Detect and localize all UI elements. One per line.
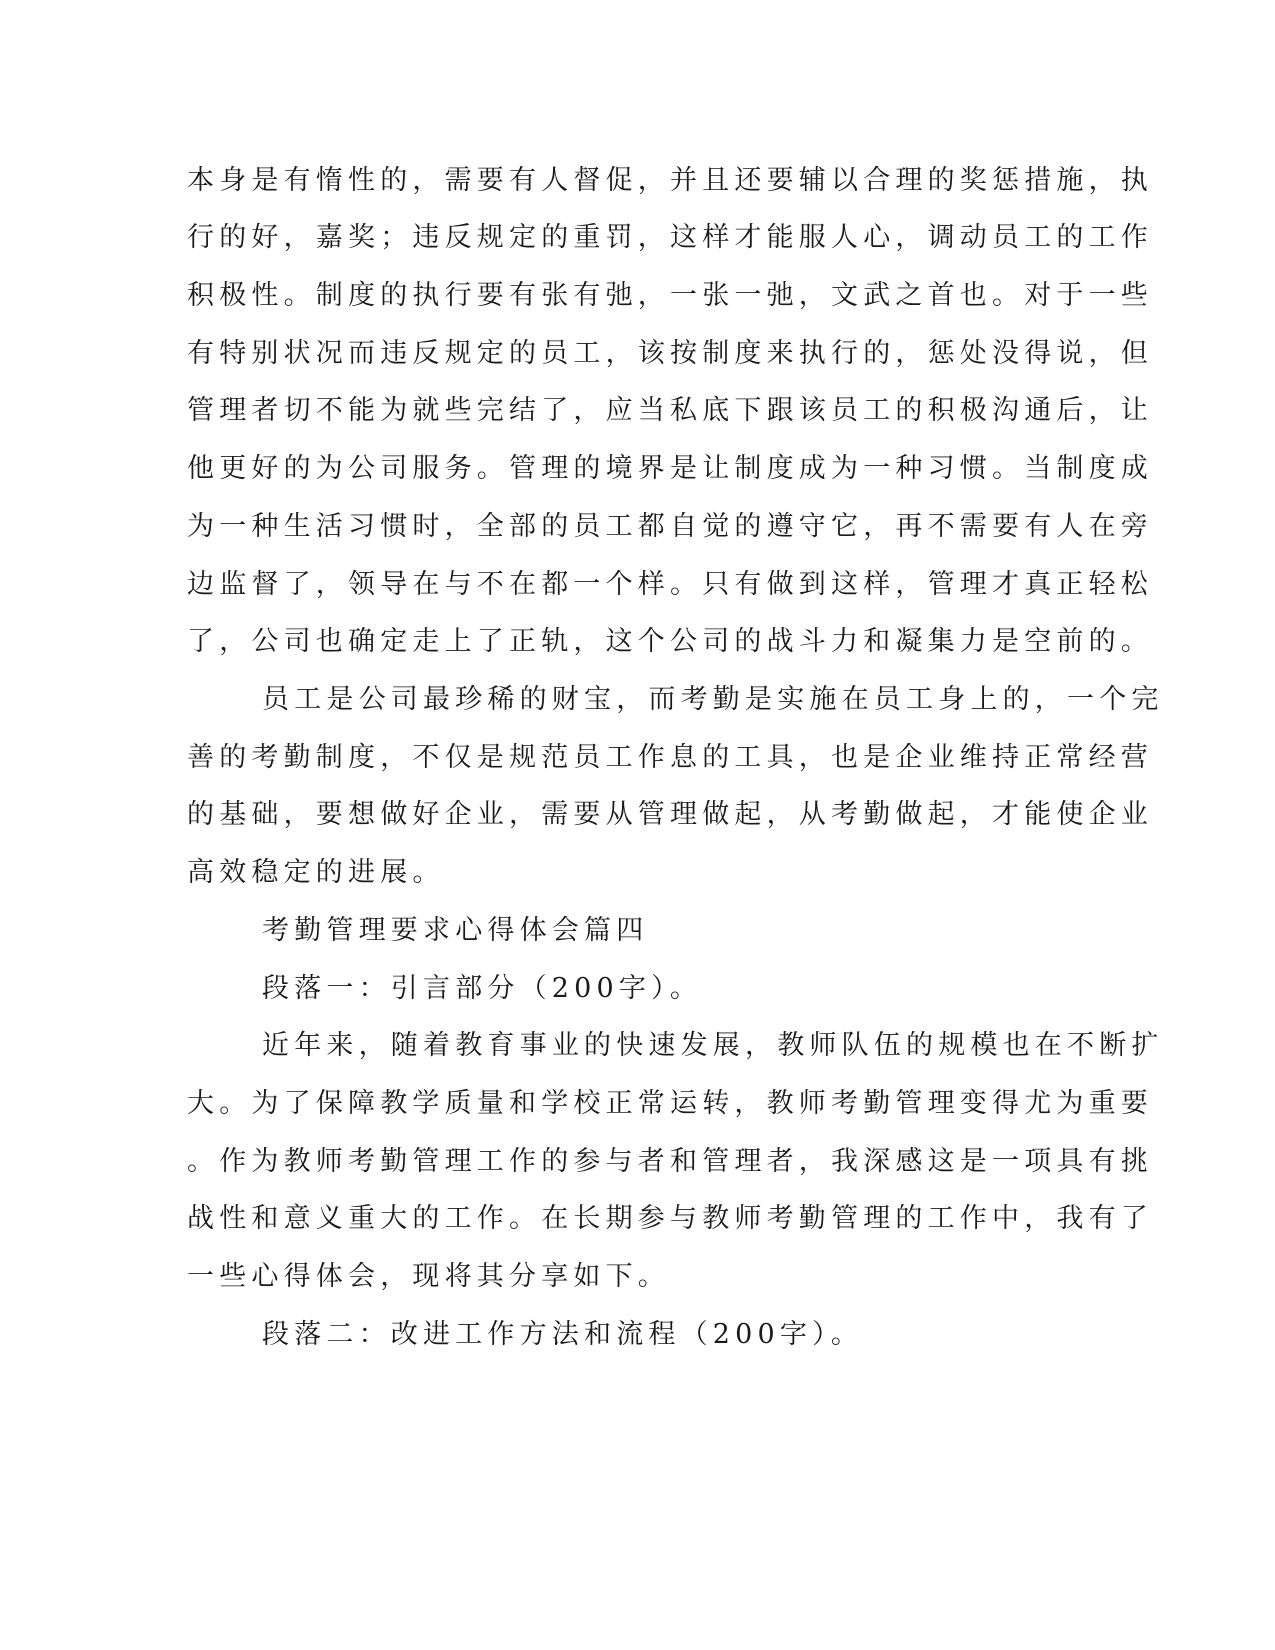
text-line: 管理者切不能为就些完结了，应当私底下跟该员工的积极沟通后，让 [187,395,1153,426]
text-line: 战性和意义重大的工作。在长期参与教师考勤管理的工作中，我有了 [187,1203,1153,1234]
text-line: 本身是有惰性的，需要有人督促，并且还要辅以合理的奖惩措施，执 [187,165,1153,196]
text-line: 他更好的为公司服务。管理的境界是让制度成为一种习惯。当制度成 [187,453,1153,484]
text-line: 高效稳定的进展。 [187,857,445,888]
text-line: 员工是公司最珍稀的财宝，而考勤是实施在员工身上的，一个完 [262,684,1164,715]
text-line: 大。为了保障教学质量和学校正常运转，教师考勤管理变得尤为重要 [187,1088,1153,1119]
paragraph-heading: 段落一：引言部分（200字）。 [262,973,703,1004]
text-line: 行的好，嘉奖；违反规定的重罚，这样才能服人心，调动员工的工作 [187,222,1153,253]
text-line: 积极性。制度的执行要有张有弛，一张一弛，文武之首也。对于一些 [187,280,1153,311]
text-line: 为一种生活习惯时，全部的员工都自觉的遵守它，再不需要有人在旁 [187,511,1153,542]
paragraph-heading: 段落二：改进工作方法和流程（200字）。 [262,1319,864,1350]
text-line: 有特别状况而违反规定的员工，该按制度来执行的，惩处没得说，但 [187,338,1153,369]
text-line: 善的考勤制度，不仅是规范员工作息的工具，也是企业维持正常经营 [187,742,1153,773]
text-line: 的基础，要想做好企业，需要从管理做起，从考勤做起，才能使企业 [187,799,1153,830]
text-line: 一些心得体会，现将其分享如下。 [187,1261,670,1292]
section-heading: 考勤管理要求心得体会篇四 [262,915,649,946]
text-line: 边监督了，领导在与不在都一个样。只有做到这样，管理才真正轻松 [187,569,1153,600]
text-line: 近年来，随着教育事业的快速发展，教师队伍的规模也在不断扩 [262,1030,1164,1061]
text-line: 。作为教师考勤管理工作的参与者和管理者，我深感这是一项具有挑 [187,1146,1153,1177]
text-line: 了，公司也确定走上了正轨，这个公司的战斗力和凝集力是空前的。 [187,626,1153,657]
